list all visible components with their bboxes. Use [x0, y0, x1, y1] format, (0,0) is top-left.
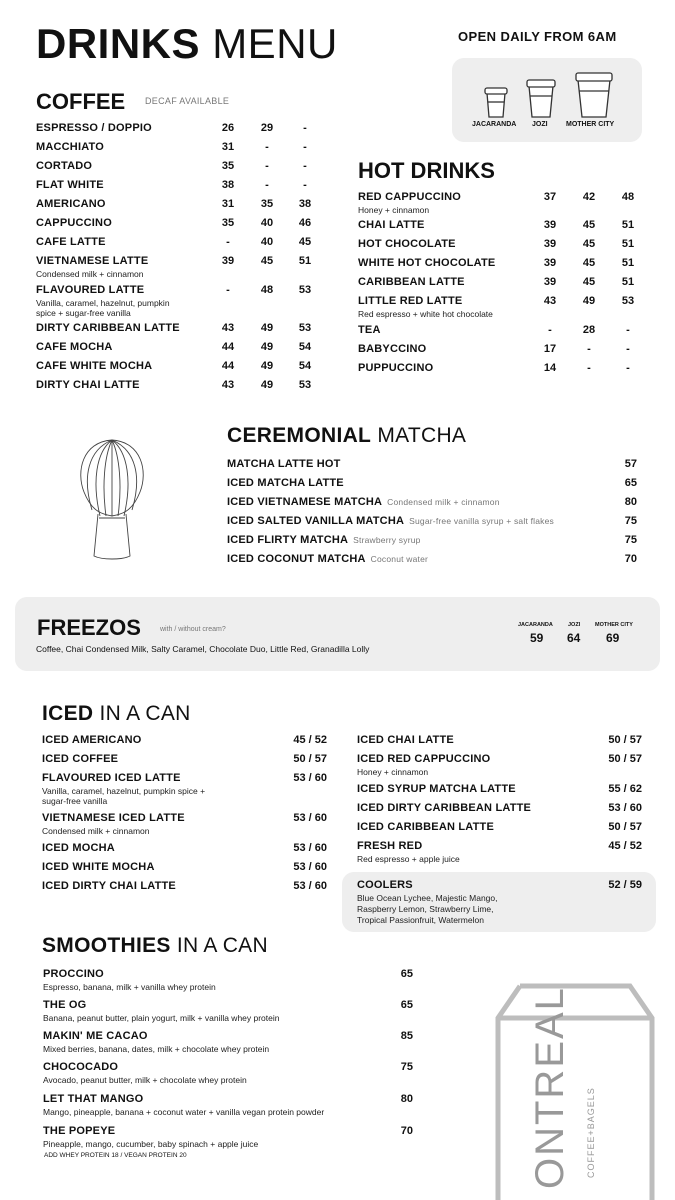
menu-item-price: 43: [221, 322, 235, 334]
menu-item-price: 53: [621, 295, 635, 307]
menu-item-name: CAFE LATTE: [36, 236, 106, 248]
freezos-panel: [15, 597, 660, 671]
menu-item-price: 40: [260, 217, 274, 229]
menu-item-price: 70: [400, 1125, 413, 1137]
menu-item-price: -: [303, 141, 307, 153]
menu-item-price: 75: [624, 534, 637, 546]
matcha-item-name: ICED FLIRTY MATCHA: [227, 534, 349, 546]
menu-item-price: 49: [260, 360, 274, 372]
menu-item-price: 29: [260, 122, 274, 134]
menu-item-description: sugar-free vanilla: [42, 796, 108, 806]
menu-item-description: Condensed milk + cinnamon: [36, 269, 144, 279]
freezos-flavours: Coffee, Chai Condensed Milk, Salty Caramel, Chocolate Duo, Little Red, Granadilla Lolly: [36, 644, 370, 654]
menu-item-price: -: [265, 160, 269, 172]
menu-item-price: 54: [298, 360, 312, 372]
matcha-title: CEREMONIAL MATCHA: [227, 424, 467, 447]
menu-item-name: FLAVOURED LATTE: [36, 284, 145, 296]
menu-item-price: 51: [621, 219, 635, 231]
opening-hours: OPEN DAILY FROM 6AM: [458, 29, 617, 44]
menu-item-price: 39: [543, 219, 557, 231]
menu-item-name: RED CAPPUCCINO: [358, 191, 462, 203]
menu-item-price: 80: [624, 496, 637, 508]
menu-item-name: [227, 496, 500, 508]
menu-item-price: 45: [260, 255, 274, 267]
menu-item-name: CHOCOCADO: [43, 1061, 119, 1073]
menu-item-name: ICED RED CAPPUCCINO: [357, 753, 491, 765]
menu-item-price: 53 / 60: [293, 861, 327, 873]
menu-item-price: 48: [621, 191, 635, 203]
menu-item-price: 45: [582, 238, 596, 250]
menu-item-name: ICED DIRTY CARIBBEAN LATTE: [357, 802, 532, 814]
menu-item-name: [227, 534, 421, 546]
matcha-item-note: Sugar-free vanilla syrup + salt flakes: [409, 516, 554, 526]
menu-item-price: 43: [221, 379, 235, 391]
menu-item-price: 55 / 62: [608, 783, 642, 795]
menu-item-name: CAPPUCCINO: [36, 217, 112, 229]
matcha-item-note: Strawberry syrup: [353, 535, 421, 545]
coolers-line-1: Blue Ocean Lychee, Majestic Mango,: [357, 893, 498, 903]
freezos-size-large: MOTHER CITY: [595, 622, 633, 628]
menu-item-price: 50 / 57: [293, 753, 327, 765]
menu-item-price: 37: [543, 191, 557, 203]
menu-item-name: MAKIN' ME CACAO: [43, 1030, 148, 1042]
menu-item-price: -: [265, 141, 269, 153]
menu-item-price: 49: [260, 322, 274, 334]
menu-item-description: Vanilla, caramel, hazelnut, pumpkin: [36, 298, 170, 308]
freezos-size-small: JACARANDA: [518, 622, 553, 628]
menu-item-price: 45 / 52: [293, 734, 327, 746]
page-title: DRINKS MENU: [36, 20, 338, 67]
menu-item-price: 45: [582, 257, 596, 269]
menu-item-price: 44: [221, 341, 235, 353]
menu-item-price: 40: [260, 236, 274, 248]
menu-item-name: TEA: [358, 324, 381, 336]
menu-item-price: -: [548, 324, 552, 336]
menu-item-price: -: [226, 284, 230, 296]
menu-item-price: -: [626, 362, 630, 374]
menu-item-name: THE POPEYE: [43, 1125, 116, 1137]
menu-item-price: 43: [543, 295, 557, 307]
iced-title: ICED IN A CAN: [42, 702, 191, 725]
menu-item-price: 51: [621, 276, 635, 288]
matcha-item-name: ICED MATCHA LATTE: [227, 477, 344, 489]
menu-item-name: ICED AMERICANO: [42, 734, 142, 746]
menu-item-price: 45: [298, 236, 312, 248]
menu-item-price: 38: [221, 179, 235, 191]
menu-item-name: BABYCCINO: [358, 343, 427, 355]
menu-item-price: -: [587, 343, 591, 355]
matcha-whisk-icon: [72, 432, 152, 566]
size-label-small: JACARANDA: [472, 121, 517, 128]
coffee-title: COFFEE: [36, 89, 126, 114]
menu-item-name: AMERICANO: [36, 198, 106, 210]
menu-item-name: LET THAT MANGO: [43, 1093, 144, 1105]
menu-item-price: 35: [221, 217, 235, 229]
menu-item-price: 48: [260, 284, 274, 296]
menu-item-price: 46: [298, 217, 312, 229]
freezos-price-large: 69: [606, 631, 620, 645]
coolers-name: COOLERS: [357, 879, 413, 891]
menu-item-price: 50 / 57: [608, 821, 642, 833]
menu-item-description: Espresso, banana, milk + vanilla whey protein: [43, 982, 216, 992]
menu-item-name: DIRTY CHAI LATTE: [36, 379, 140, 391]
menu-item-price: -: [587, 362, 591, 374]
matcha-item-name: ICED SALTED VANILLA MATCHA: [227, 515, 405, 527]
menu-item-name: ICED SYRUP MATCHA LATTE: [357, 783, 516, 795]
menu-item-name: DIRTY CARIBBEAN LATTE: [36, 322, 180, 334]
menu-item-price: 53 / 60: [293, 772, 327, 784]
menu-item-name: [227, 553, 428, 565]
menu-item-name: MACCHIATO: [36, 141, 104, 153]
menu-item-price: 35: [260, 198, 274, 210]
matcha-item-note: Coconut water: [370, 554, 429, 564]
protein-addon-note: ADD WHEY PROTEIN 18 / VEGAN PROTEIN 20: [44, 1152, 187, 1159]
cup-icons: [452, 58, 642, 142]
menu-item-price: 50 / 57: [608, 753, 642, 765]
menu-item-price: 45 / 52: [608, 840, 642, 852]
menu-item-price: 53: [298, 379, 312, 391]
coolers-line-2: Raspberry Lemon, Strawberry Lime,: [357, 904, 494, 914]
menu-item-description: Red espresso + apple juice: [357, 854, 460, 864]
menu-item-price: 39: [221, 255, 235, 267]
menu-item-price: 45: [582, 219, 596, 231]
menu-item-price: 70: [624, 553, 637, 565]
menu-item-description: Honey + cinnamon: [357, 767, 429, 777]
can-brand-tag: COFFEE+BAGELS: [586, 1087, 596, 1178]
menu-item-price: 45: [582, 276, 596, 288]
menu-item-price: 39: [543, 238, 557, 250]
menu-item-price: 80: [400, 1093, 413, 1105]
menu-item-name: [227, 477, 344, 489]
can-illustration: [490, 978, 660, 1200]
menu-item-name: ESPRESSO / DOPPIO: [36, 122, 152, 134]
menu-item-price: 54: [298, 341, 312, 353]
menu-item-name: CORTADO: [36, 160, 93, 172]
menu-item-price: 35: [221, 160, 235, 172]
menu-item-price: 17: [543, 343, 557, 355]
menu-item-description: Red espresso + white hot chocolate: [358, 309, 493, 319]
menu-item-name: ICED CHAI LATTE: [357, 734, 454, 746]
menu-item-price: 51: [621, 257, 635, 269]
menu-item-name: LITTLE RED LATTE: [358, 295, 463, 307]
freezos-cream-note: with / without cream?: [160, 626, 226, 633]
menu-item-description: Condensed milk + cinnamon: [42, 826, 150, 836]
menu-item-name: WHITE HOT CHOCOLATE: [358, 257, 496, 269]
freezos-size-medium: JOZI: [568, 622, 581, 628]
cup-size-legend: [452, 58, 642, 142]
menu-item-price: 44: [221, 360, 235, 372]
matcha-item-name: ICED VIETNAMESE MATCHA: [227, 496, 383, 508]
menu-item-price: 57: [624, 458, 637, 470]
menu-item-name: ICED COFFEE: [42, 753, 119, 765]
menu-item-price: 65: [624, 477, 637, 489]
menu-item-name: ICED WHITE MOCHA: [42, 861, 155, 873]
menu-item-price: 28: [582, 324, 596, 336]
menu-item-price: 53 / 60: [293, 842, 327, 854]
menu-item-price: 49: [260, 379, 274, 391]
menu-item-name: VIETNAMESE ICED LATTE: [42, 812, 185, 824]
size-label-medium: JOZI: [532, 121, 548, 128]
menu-item-price: 53 / 60: [608, 802, 642, 814]
menu-item-description: Pineapple, mango, cucumber, baby spinach + apple juice: [43, 1139, 259, 1149]
menu-item-name: ICED DIRTY CHAI LATTE: [42, 880, 176, 892]
menu-item-name: THE OG: [43, 999, 87, 1011]
menu-item-price: 75: [624, 515, 637, 527]
menu-item-price: 49: [260, 341, 274, 353]
menu-item-name: HOT CHOCOLATE: [358, 238, 456, 250]
menu-item-price: -: [303, 179, 307, 191]
menu-item-price: 53: [298, 284, 312, 296]
menu-item-price: 51: [621, 238, 635, 250]
can-brand-name: ONTREAL: [528, 986, 572, 1189]
menu-item-name: CAFE MOCHA: [36, 341, 113, 353]
menu-item-price: 51: [298, 255, 312, 267]
menu-item-description: spice + sugar-free vanilla: [36, 308, 131, 318]
coolers-price: 52 / 59: [608, 879, 642, 891]
menu-item-name: ICED CARIBBEAN LATTE: [357, 821, 495, 833]
decaf-note: DECAF AVAILABLE: [145, 96, 230, 106]
coolers-panel: [342, 872, 656, 932]
menu-item-description: Banana, peanut butter, plain yogurt, milk + vanilla whey protein: [43, 1013, 280, 1023]
smoothies-title: SMOOTHIES IN A CAN: [42, 934, 268, 957]
menu-item-description: Mixed berries, banana, dates, milk + chocolate whey protein: [43, 1044, 270, 1054]
menu-item-price: 38: [298, 198, 312, 210]
menu-item-description: Vanilla, caramel, hazelnut, pumpkin spice +: [42, 786, 206, 796]
menu-item-price: 31: [221, 141, 235, 153]
menu-item-price: 39: [543, 257, 557, 269]
freezos-title: FREEZOS: [37, 615, 141, 640]
hot-drinks-title: HOT DRINKS: [358, 158, 495, 183]
menu-item-price: 53: [298, 322, 312, 334]
menu-item-name: CAFE WHITE MOCHA: [36, 360, 153, 372]
menu-item-price: 65: [400, 968, 413, 980]
menu-item-price: 39: [543, 276, 557, 288]
menu-item-price: -: [303, 122, 307, 134]
menu-item-name: CHAI LATTE: [358, 219, 425, 231]
menu-item-name: PROCCINO: [43, 968, 104, 980]
menu-item-name: FLAT WHITE: [36, 179, 104, 191]
menu-item-price: 75: [400, 1061, 413, 1073]
size-label-large: MOTHER CITY: [566, 121, 615, 128]
freezos-price-medium: 64: [567, 631, 581, 645]
menu-item-name: [227, 515, 554, 527]
menu-item-price: 42: [582, 191, 596, 203]
matcha-item-note: Condensed milk + cinnamon: [387, 497, 500, 507]
menu-item-name: PUPPUCCINO: [358, 362, 434, 374]
matcha-item-name: ICED COCONUT MATCHA: [227, 553, 366, 565]
menu-item-price: 49: [582, 295, 596, 307]
menu-item-name: FRESH RED: [357, 840, 423, 852]
menu-item-name: CARIBBEAN LATTE: [358, 276, 465, 288]
menu-item-price: 26: [221, 122, 235, 134]
freezos-price-small: 59: [530, 631, 544, 645]
matcha-item-name: MATCHA LATTE HOT: [227, 458, 341, 470]
menu-item-price: -: [265, 179, 269, 191]
menu-item-price: 85: [400, 1030, 413, 1042]
menu-item-price: -: [626, 324, 630, 336]
menu-item-price: -: [626, 343, 630, 355]
coolers-line-3: Tropical Passionfruit, Watermelon: [357, 915, 484, 925]
menu-item-price: 53 / 60: [293, 812, 327, 824]
menu-item-price: 65: [400, 999, 413, 1011]
menu-item-price: 31: [221, 198, 235, 210]
menu-item-description: Avocado, peanut butter, milk + chocolate whey protein: [43, 1075, 247, 1085]
menu-item-name: ICED MOCHA: [42, 842, 115, 854]
menu-item-price: 50 / 57: [608, 734, 642, 746]
menu-item-price: 53 / 60: [293, 880, 327, 892]
menu-item-name: FLAVOURED ICED LATTE: [42, 772, 181, 784]
menu-item-price: -: [303, 160, 307, 172]
menu-item-price: -: [226, 236, 230, 248]
menu-item-description: Mango, pineapple, banana + coconut water + vanilla vegan protein powder: [43, 1107, 325, 1117]
menu-item-name: [227, 458, 341, 470]
menu-item-description: Honey + cinnamon: [358, 205, 430, 215]
menu-item-price: 14: [543, 362, 557, 374]
menu-item-name: VIETNAMESE LATTE: [36, 255, 149, 267]
